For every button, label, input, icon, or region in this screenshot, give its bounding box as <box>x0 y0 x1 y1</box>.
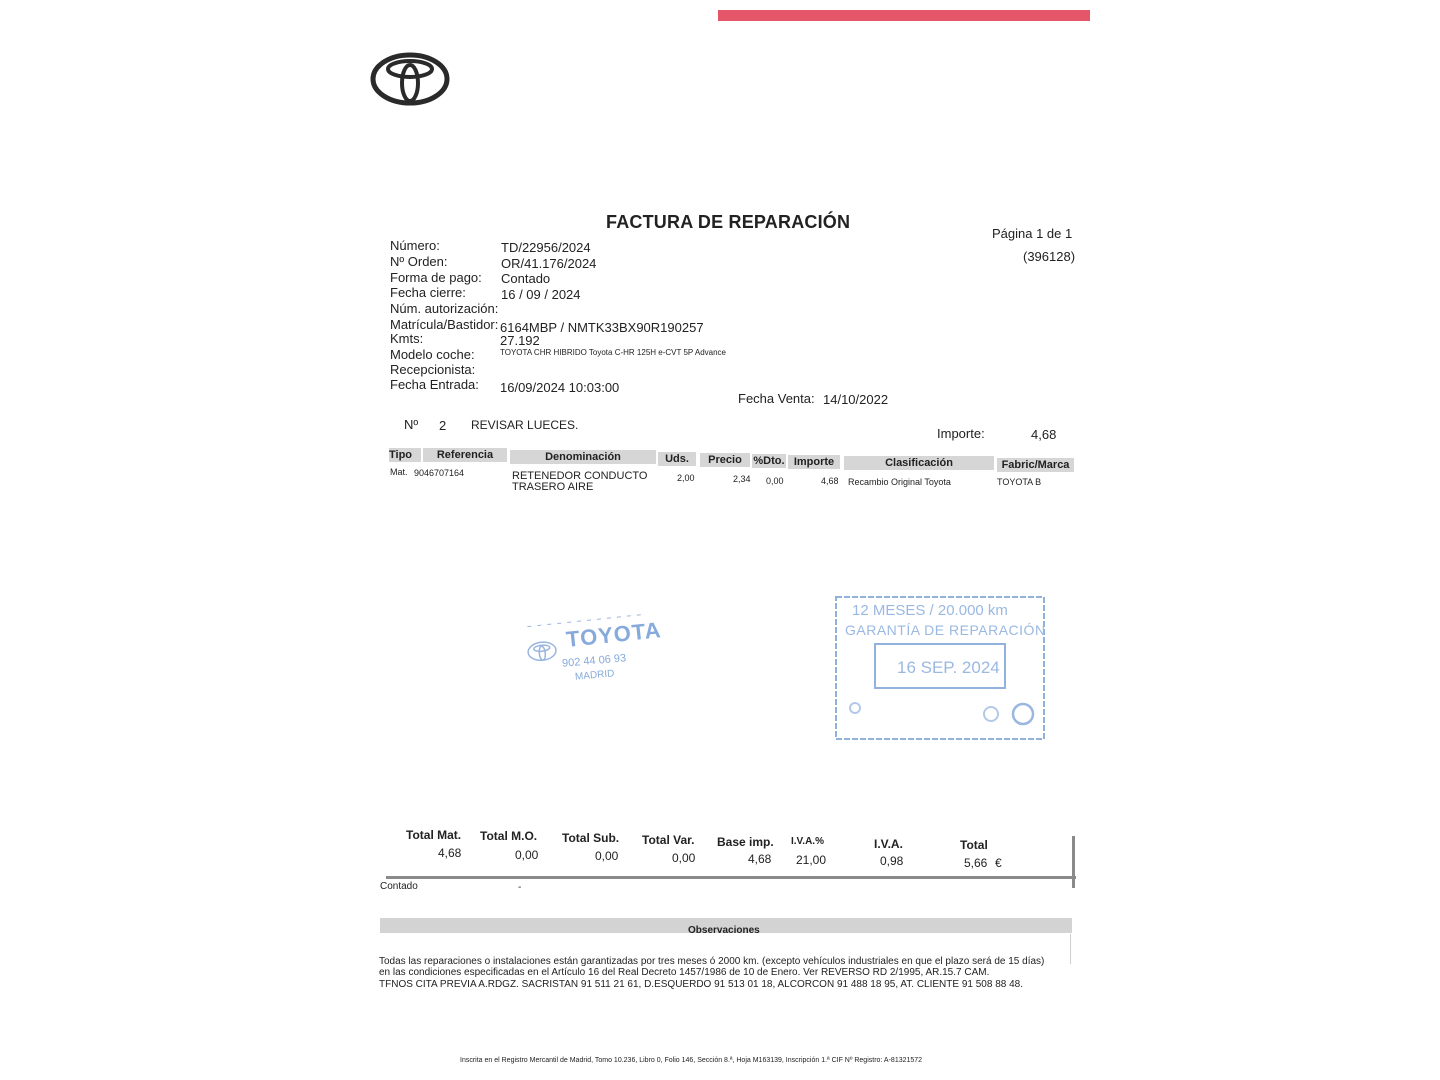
operation-number: 2 <box>439 418 447 433</box>
legal-line-1: Todas las reparaciones o instalaciones están garantizadas por tres meses ó 2000 km. (excepto vehículos industriales en que el plazo será de 15 días) <box>379 956 1045 967</box>
field-value-orden: OR/41.176/2024 <box>501 256 597 271</box>
cell-referencia: 9046707164 <box>414 468 465 478</box>
warranty-stamp-line1: 12 MESES / 20.000 km <box>852 602 1008 619</box>
sale-date-label: Fecha Venta: <box>738 391 815 406</box>
totals-value-total: 5,66 <box>964 856 988 870</box>
totals-header-var: Total Var. <box>642 833 695 847</box>
payment-dash: - <box>518 882 522 893</box>
field-label-numero: Número: <box>390 238 440 253</box>
field-label-orden: Nº Orden: <box>390 254 448 269</box>
dealer-stamp-name: TOYOTA <box>564 617 663 652</box>
field-label-fecha-entrada: Fecha Entrada: <box>390 377 479 392</box>
field-label-autorizacion: Núm. autorización: <box>390 301 499 316</box>
totals-currency: € <box>995 856 1002 870</box>
field-label-kmts: Kmts: <box>390 331 424 346</box>
totals-value-sub: 0,00 <box>595 849 619 863</box>
cell-tipo: Mat. <box>390 467 408 477</box>
header-accent-bar <box>718 10 1090 21</box>
page-number: Página 1 de 1 <box>992 226 1073 241</box>
sale-date-value: 14/10/2022 <box>823 392 889 407</box>
field-label-matricula: Matrícula/Bastidor: <box>390 317 499 332</box>
col-header-clasificacion: Clasificación <box>844 456 994 470</box>
col-header-denominacion: Denominación <box>510 450 656 464</box>
observaciones-border <box>1070 934 1071 964</box>
col-header-dto: %Dto. <box>753 455 785 467</box>
col-header-uds: Uds. <box>658 452 696 466</box>
totals-divider <box>386 876 1076 879</box>
cell-denominacion-1: RETENEDOR CONDUCTO <box>512 470 648 482</box>
legal-line-2: en las condiciones especificadas en el Artículo 16 del Real Decreto 1457/1986 de 10 de Enero. Ver REVERSO RD 2/1995, AR.15.7 CAM. <box>379 967 990 978</box>
field-label-forma-pago: Forma de pago: <box>390 270 482 285</box>
col-header-referencia: Referencia <box>423 448 507 462</box>
document-title: FACTURA DE REPARACIÓN <box>606 212 851 232</box>
field-value-kmts: 27.192 <box>500 333 540 348</box>
payment-method: Contado <box>380 881 418 892</box>
field-value-forma-pago: Contado <box>501 271 551 286</box>
warranty-stamp-line2: GARANTÍA DE REPARACIÓN <box>845 622 1046 638</box>
totals-header-mo: Total M.O. <box>480 829 538 843</box>
registry-footer: Inscrita en el Registro Mercantil de Madrid, Tomo 10.236, Libro 0, Folio 146, Sección 8.ª, Hoja M163139, Inscripción 1.ª CIF Nº Registro: A-81321572 <box>460 1057 923 1064</box>
cell-precio: 2,34 <box>733 474 751 484</box>
totals-side-border <box>1072 836 1075 888</box>
totals-header-total: Total <box>960 838 988 852</box>
totals-value-iva-pct: 21,00 <box>796 853 827 867</box>
totals-header-base: Base imp. <box>717 835 774 849</box>
field-value-modelo: TOYOTA CHR HIBRIDO Toyota C-HR 125H e-CVT 5P Advance <box>500 348 727 357</box>
observaciones-label: Observaciones <box>688 925 760 936</box>
field-label-fecha-cierre: Fecha cierre: <box>390 285 466 300</box>
col-header-precio: Precio <box>700 453 750 467</box>
totals-header-iva: I.V.A. <box>874 837 903 851</box>
totals-header-iva-pct: I.V.A.% <box>791 836 824 847</box>
operation-number-label: Nº <box>404 417 419 432</box>
field-value-fecha-entrada: 16/09/2024 10:03:00 <box>500 380 620 395</box>
legal-line-3: TFNOS CITA PREVIA A.RDGZ. SACRISTAN 91 511 21 61, D.ESQUERDO 91 513 01 18, ALCORCON 91 488 18 95, AT. CLIENTE 91 508 88 48. <box>379 979 1023 990</box>
dealer-stamp-phone: 902 44 06 93 <box>561 652 627 670</box>
totals-value-mo: 0,00 <box>515 848 539 862</box>
field-label-modelo: Modelo coche: <box>390 347 475 362</box>
field-value-matricula: 6164MBP / NMTK33BX90R190257 <box>500 320 704 335</box>
totals-value-mat: 4,68 <box>438 846 462 860</box>
cell-dto: 0,00 <box>766 476 784 486</box>
field-label-recepcionista: Recepcionista: <box>390 362 476 377</box>
warranty-stamp-date: 16 SEP. 2024 <box>897 658 1000 677</box>
operation-amount-label: Importe: <box>937 426 985 441</box>
field-value-numero: TD/22956/2024 <box>501 240 591 255</box>
dealer-stamp-city: MADRID <box>574 668 615 683</box>
document-id: (396128) <box>1023 249 1076 264</box>
toyota-logo-icon <box>370 52 450 106</box>
cell-clasificacion: Recambio Original Toyota <box>848 477 951 487</box>
cell-denominacion-2: TRASERO AIRE <box>512 481 594 493</box>
col-header-tipo: Tipo <box>389 448 421 462</box>
totals-value-base: 4,68 <box>748 852 772 866</box>
col-header-importe: Importe <box>788 455 840 469</box>
cell-marca: TOYOTA B <box>997 477 1042 487</box>
totals-header-sub: Total Sub. <box>562 831 620 845</box>
cell-uds: 2,00 <box>677 473 695 483</box>
field-value-fecha-cierre: 16 / 09 / 2024 <box>501 287 581 302</box>
operation-amount: 4,68 <box>1031 427 1057 442</box>
totals-value-var: 0,00 <box>672 851 696 865</box>
operation-description: REVISAR LUECES. <box>471 418 579 432</box>
totals-value-iva: 0,98 <box>880 854 904 868</box>
totals-header-mat: Total Mat. <box>406 828 462 842</box>
cell-importe: 4,68 <box>821 476 839 486</box>
col-header-marca: Fabric/Marca <box>997 458 1074 472</box>
